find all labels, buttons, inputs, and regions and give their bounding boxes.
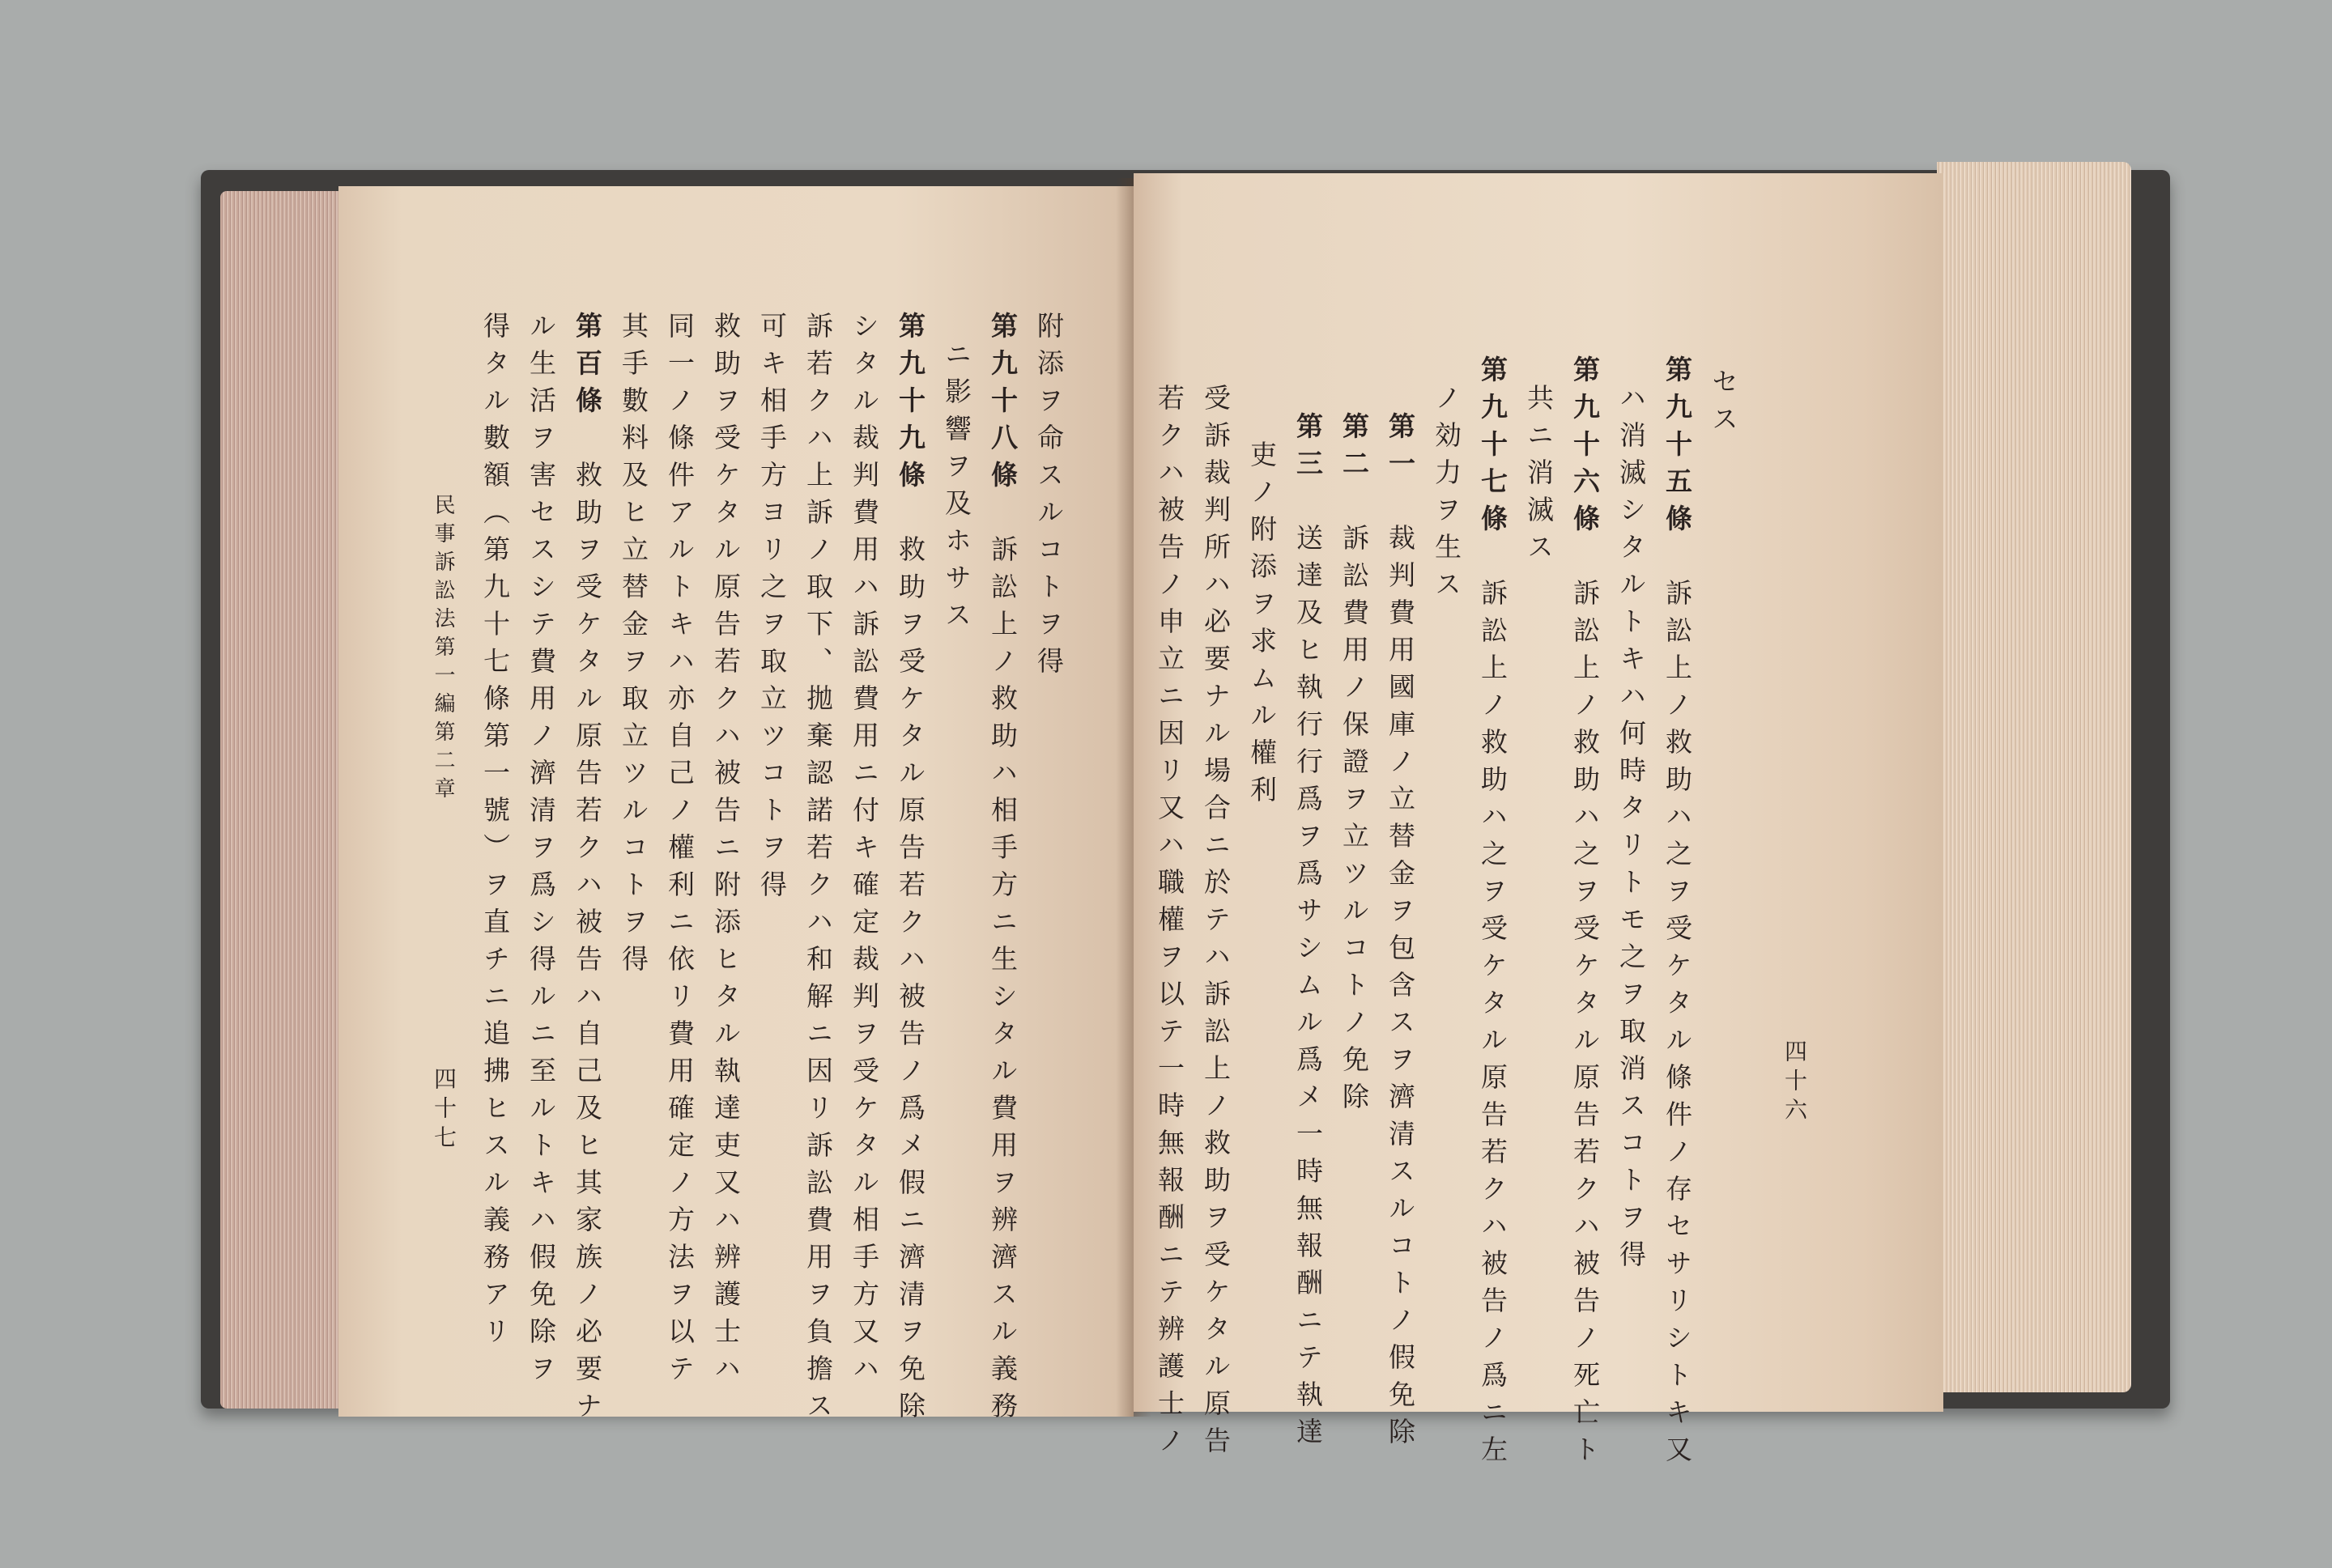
- running-head: 民事訴訟法第一編第二章: [431, 494, 455, 805]
- left-line-6: 訴若クハ上訴ノ取下、拋棄認諾若クハ和解ニ因リ訴訟費用ヲ負擔ス: [802, 312, 834, 1429]
- left-line-2: 第九十八條 訴訟上ノ救助ハ相手方ニ生シタル費用ヲ辨濟スル義務: [987, 312, 1019, 1429]
- right-page: [1134, 173, 1943, 1472]
- page-edges-left: [220, 191, 343, 1409]
- page-edges-right: [1937, 162, 2131, 1392]
- article-heading: 第百條: [572, 312, 603, 423]
- article-heading: 第九十五條: [1662, 355, 1693, 542]
- right-line-4: 第九十六條 訴訟上ノ救助ハ之ヲ受ケタル原告若クハ被告ノ死亡ト: [1569, 355, 1601, 1472]
- right-line-11: 吏ノ附添ヲ求ムル權利: [1246, 440, 1278, 813]
- right-line-6: 第九十七條 訴訟上ノ救助ハ之ヲ受ケタル原告若クハ被告ノ爲ニ左: [1477, 355, 1509, 1472]
- article-heading: 第三: [1292, 412, 1324, 487]
- left-line-9: 同一ノ條件アルトキハ亦自己ノ權利ニ依リ費用確定ノ方法ヲ以テ: [664, 312, 696, 1392]
- right-line-10: 第三 送達及ヒ執行行爲ヲ爲サシムル爲メ一時無報酬ニテ執達: [1292, 412, 1324, 1455]
- right-line-3: ハ消滅シタルトキハ何時タリトモ之ヲ取消スコトヲ得: [1615, 384, 1647, 1277]
- left-line-3: ニ影響ヲ及ホサス: [941, 340, 972, 638]
- article-heading: 第一: [1385, 412, 1416, 487]
- right-line-9: 第二 訴訟費用ノ保證ヲ立ツルコトノ免除: [1338, 412, 1370, 1120]
- right-line-12: 受訴裁判所ハ必要ナル場合ニ於テハ訴訟上ノ救助ヲ受ケタル原告: [1200, 384, 1232, 1464]
- left-line-5: シタル裁判費用ハ訴訟費用ニ付キ確定裁判ヲ受ケタル相手方又ハ: [849, 312, 880, 1392]
- left-page: [338, 186, 1134, 1429]
- left-line-1: 附添ヲ命スルコトヲ得: [1033, 312, 1065, 684]
- right-line-7: ノ効力ヲ生ス: [1431, 384, 1462, 607]
- left-line-13: 得タル數額（第九十七條第一號）ヲ直チニ追拂ヒスル義務アリ: [479, 312, 511, 1354]
- left-line-11: 第百條 救助ヲ受ケタル原告若クハ被告ハ自己及ヒ其家族ノ必要ナ: [572, 312, 603, 1429]
- page-number-right: 四十六: [1781, 1039, 1808, 1127]
- left-line-4: 第九十九條 救助ヲ受ケタル原告若クハ被告ノ爲メ假ニ濟清ヲ免除: [895, 312, 926, 1429]
- article-heading: 第九十九條: [895, 312, 926, 498]
- left-line-10: 其手數料及ヒ立替金ヲ取立ツルコトヲ得: [618, 312, 649, 982]
- left-line-8: 救助ヲ受ケタル原告若クハ被告ニ附添ヒタル執達吏又ハ辨護士ハ: [710, 312, 742, 1392]
- article-heading: 第二: [1338, 412, 1370, 487]
- left-line-7: 可キ相手方ヨリ之ヲ取立ツコトヲ得: [756, 312, 788, 907]
- right-line-8: 第一 裁判費用國庫ノ立替金ヲ包含スヲ濟清スルコトノ假免除: [1385, 412, 1416, 1455]
- right-line-1: セス: [1708, 368, 1739, 442]
- article-heading: 第九十七條: [1477, 355, 1509, 542]
- right-line-13: 若クハ被告ノ申立ニ因リ又ハ職權ヲ以テ一時無報酬ニテ辨護士ノ: [1154, 384, 1185, 1464]
- page-number-left: 四十七: [431, 1067, 457, 1154]
- article-heading: 第九十八條: [987, 312, 1019, 498]
- right-line-5: 共ニ消滅ス: [1523, 384, 1555, 570]
- right-line-2: 第九十五條 訴訟上ノ救助ハ之ヲ受ケタル條件ノ存セサリシトキ又: [1662, 355, 1693, 1472]
- article-heading: 第九十六條: [1569, 355, 1601, 542]
- left-line-12: ル生活ヲ害セスシテ費用ノ濟清ヲ爲シ得ルニ至ルトキハ假免除ヲ: [526, 312, 557, 1392]
